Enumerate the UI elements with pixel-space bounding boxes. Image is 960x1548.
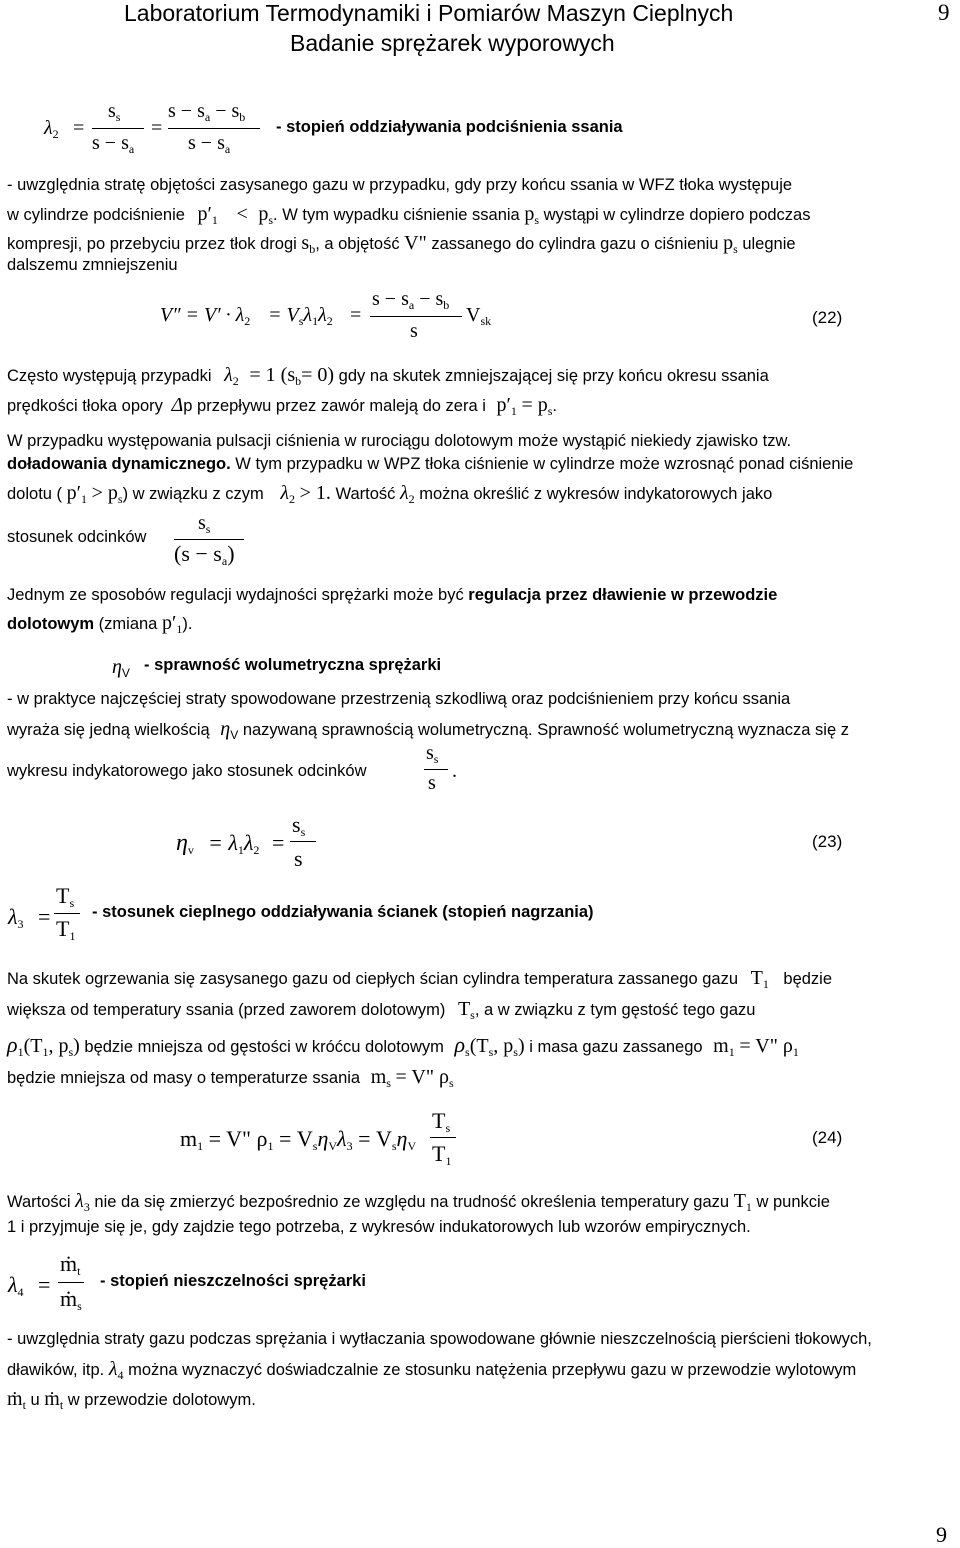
fraction-bar: [370, 316, 462, 317]
text-line: będzie mniejsza od masy o temperaturze ssania $m_s = V$" $\rho_s$: [7, 1066, 454, 1090]
text-line: w cylindrze podciśnienie $p'_1 < p_s$. W tym wypadku ciśnienie ssania $p_s$ wystąpi w cylindrze dopiero podczas: [7, 203, 811, 227]
text-line: W przypadku występowania pulsacji ciśnienia w rurociągu dolotowym może wystąpić niekiedy zjawisko tzw.: [7, 432, 792, 450]
eq-equals: =: [38, 904, 51, 929]
eta-description: - sprawność wolumetryczna sprężarki: [144, 656, 442, 674]
fraction-bar: [424, 769, 448, 770]
fraction-bar: [58, 1282, 84, 1283]
period: .: [452, 760, 457, 782]
text-line: - w praktyce najczęściej straty spowodowane przestrzenią szkodliwą oraz podciśnieniem przy końcu ssania: [7, 690, 791, 708]
text-line: - uwzględnia stratę objętości zasysanego gazu w przypadku, gdy przy końcu ssania w WFZ tłoka występuje: [7, 176, 793, 194]
text-line: Wartości $\lambda_3$ nie da się zmierzyć bezpośrednio ze względu na trudność określenia temperatury gazu $T_1$ w punkcie: [7, 1190, 830, 1214]
fraction-bar: [174, 539, 244, 540]
fraction-numerator: $s - s_a - s_b$: [372, 288, 450, 312]
eq-equals: =: [73, 117, 85, 139]
eq-symbol: $\lambda_3$: [8, 904, 24, 931]
text-line: dławików, itp. $\lambda_4$ można wyznaczyć doświadczalnie ze stosunku natężenia przepływu gazu w przewodzie wylotowym: [7, 1358, 857, 1382]
fraction-denominator: $T_1$: [432, 1141, 452, 1168]
fraction-denominator: $s - s_a$: [188, 132, 231, 156]
eq-equals: =: [350, 304, 362, 326]
eq-body: $m_1 = V$" $\rho_1 = V_s\eta_V\lambda_3 = V_s\eta_V$: [180, 1126, 417, 1153]
equation-description: - stopień oddziaływania podciśnienia ssania: [276, 118, 623, 136]
text-line: Jednym ze sposobów regulacji wydajności sprężarki może być regulacja przez dławienie w przewodzie: [7, 586, 778, 604]
text-line: wykresu indykatorowego jako stosunek odcinków: [7, 762, 367, 780]
text-line: - uwzględnia straty gazu podczas sprężania i wytłaczania spowodowane głównie nieszczelnością pierścieni tłokowych,: [7, 1330, 872, 1348]
eq-mid: = $V_s\lambda_1\lambda_2$: [268, 304, 333, 328]
fraction-numerator: $s_s$: [108, 100, 121, 124]
text-line: dolotowym (zmiana $p'_1$).: [7, 612, 193, 636]
page-number-top: 9: [938, 0, 950, 25]
eta-symbol: $\eta_V$: [112, 656, 130, 680]
eq-mid: = $\lambda_1\lambda_2$: [208, 830, 260, 857]
fraction-bar: [168, 128, 260, 129]
fraction-denominator: s: [294, 846, 303, 871]
text-line: 1 i przyjmuje się je, gdy zajdzie tego potrzeba, z wykresów indukatorowych lub wzorów empirycznych.: [7, 1218, 751, 1236]
eq-symbol: $\lambda_2$: [44, 117, 59, 141]
header-title-line1: Laboratorium Termodynamiki i Pomiarów Maszyn Cieplnych: [124, 0, 734, 26]
text-line: wyraża się jedną wielkością $\eta_V$ nazywaną sprawnością wolumetryczną. Sprawność wolumetryczną wyznacza się z: [7, 718, 849, 742]
eq-equals: =: [151, 117, 163, 139]
fraction-denominator: $s - s_a$: [92, 132, 135, 156]
text-line: Często występują przypadki $\lambda_2 = 1$ $(s_b= 0)$ gdy na skutek zmniejszającej się przy końcu okresu ssania: [7, 364, 769, 388]
fraction-numerator: $s_s$: [426, 742, 439, 766]
text-line: ṁ$_t$ u ṁ$_t$ w przewodzie dolotowym.: [7, 1388, 256, 1412]
header-title-line2: Badanie sprężarek wyporowych: [290, 30, 615, 56]
fraction-denominator: ṁ$_s$: [60, 1286, 82, 1313]
eq-equals: =: [38, 1272, 51, 1297]
equation-number: (24): [812, 1128, 843, 1147]
fraction-denominator: $T_1$: [56, 916, 76, 943]
fraction-denominator: s: [410, 320, 418, 342]
fraction-bar: [92, 128, 144, 129]
text-line: prędkości tłoka opory Δp przepływu przez zawór maleją do zera i $p'_1 = p_s$.: [7, 394, 558, 418]
text-line: dolotu ( $p'_1 > p_s$) w związku z czym $\lambda_2 > 1$. Wartość $\lambda_2$ można określić z wykresów indykatorowych jako: [7, 482, 773, 506]
fraction-bar: [430, 1137, 456, 1138]
eq-equals: =: [272, 830, 285, 855]
eq-lhs: $V'' = V' \cdot \lambda_2$: [160, 304, 251, 328]
fraction-numerator: $s_s$: [292, 812, 306, 839]
equation-number: (22): [812, 308, 843, 327]
text-line: doładowania dynamicznego. W tym przypadku w WPZ tłoka ciśnienie w cylindrze może wzrosnąć ponad ciśnienie: [7, 455, 854, 473]
text-line: większa od temperatury ssania (przed zaworem dolotowym) $T_s$, a w związku z tym gęstość tego gazu: [7, 998, 756, 1022]
text-line: stosunek odcinków: [7, 528, 147, 546]
fraction-numerator: $T_s$: [56, 883, 75, 910]
eq-rhs: $V_{sk}$: [466, 304, 492, 328]
equation-description: - stopień nieszczelności sprężarki: [100, 1272, 366, 1290]
fraction-numerator: $s - s_a - s_b$: [168, 100, 246, 124]
fraction-denominator: $(s - s_a)$: [174, 541, 235, 568]
equation-number: (23): [812, 832, 843, 851]
eq-lhs: $\eta_v$: [176, 830, 194, 857]
fraction-bar: [290, 841, 316, 842]
fraction-bar: [54, 913, 80, 914]
fraction-denominator: s: [428, 772, 436, 794]
eq-symbol: $\lambda_4$: [8, 1272, 24, 1299]
fraction-numerator: $s_s$: [198, 512, 211, 536]
page-number-bottom: 9: [936, 1522, 947, 1547]
fraction-numerator: ṁ$_t$: [60, 1251, 81, 1278]
text-line: dalszemu zmniejszeniu: [7, 256, 178, 274]
equation-description: - stosunek cieplnego oddziaływania ścianek (stopień nagrzania): [92, 903, 594, 921]
text-line: Na skutek ogrzewania się zasysanego gazu od ciepłych ścian cylindra temperatura zassanego gazu $T_1$ będzie: [7, 967, 833, 991]
text-line: $\rho_1(T_1$, $p_s$) będzie mniejsza od gęstości w króćcu dolotowym $\rho_s(T_s$, $p_s$) i masa gazu zassanego $m_1 = V$" $\rho_1$: [7, 1032, 799, 1059]
fraction-numerator: $T_s$: [432, 1108, 451, 1135]
text-line: kompresji, po przebyciu przez tłok drogi $s_b$, a objętość V" zassanego do cylindra gazu o ciśnieniu $p_s$ ulegnie: [7, 232, 796, 256]
